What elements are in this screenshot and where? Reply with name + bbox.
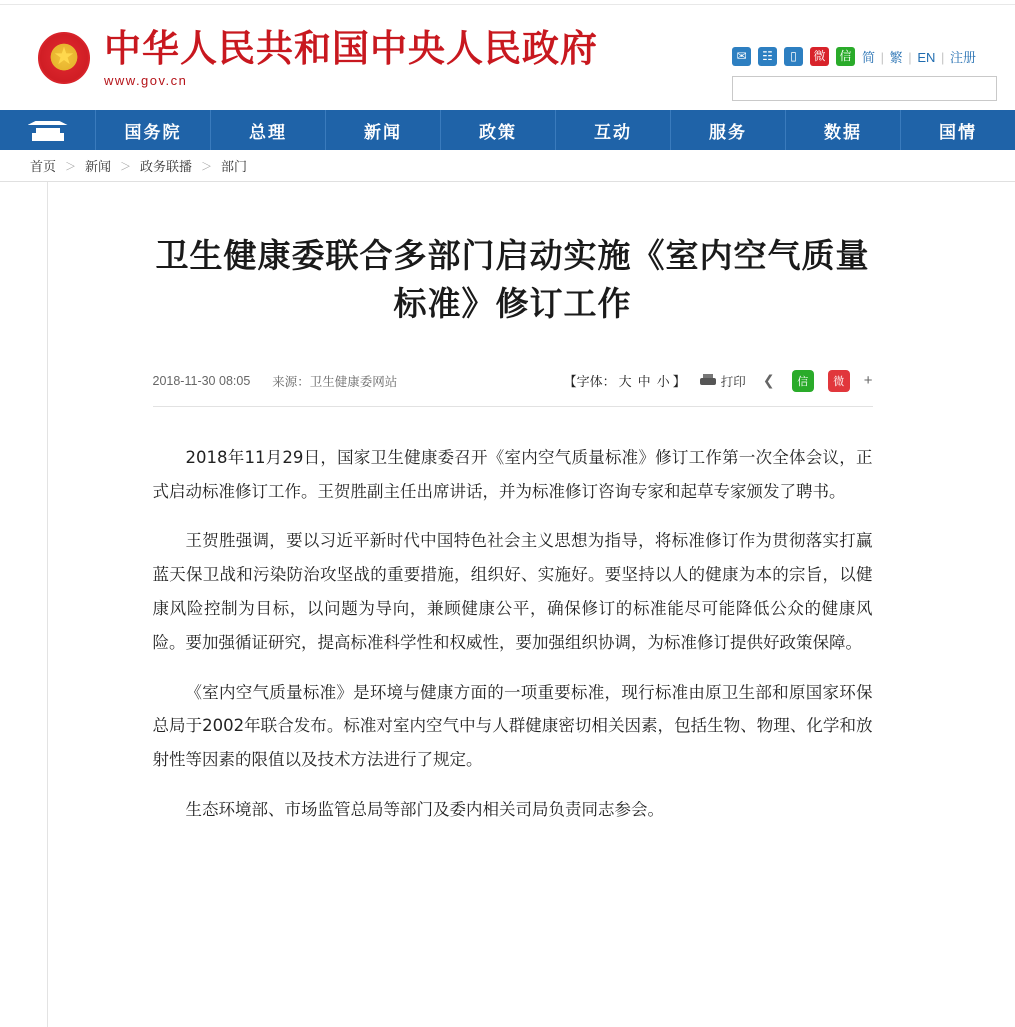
nav-item-zhengce[interactable]: 政策 <box>441 110 556 150</box>
main-nav <box>0 110 1015 150</box>
print-label: 打印 <box>720 374 746 389</box>
weibo-icon[interactable]: 微 <box>810 47 829 66</box>
more-share-icon[interactable]: + <box>863 372 873 390</box>
search-input[interactable] <box>733 77 996 100</box>
weibo-share-icon[interactable]: 微 <box>828 370 850 392</box>
site-identity[interactable] <box>104 27 598 89</box>
article-title: 卫生健康委联合多部门启动实施《室内空气质量标准》修订工作 <box>155 236 870 323</box>
search-box[interactable] <box>732 76 997 101</box>
article-body <box>153 441 873 827</box>
wechat-share-icon[interactable]: 信 <box>792 370 814 392</box>
breadcrumb <box>0 150 1015 182</box>
article-date: 2018-11-30 08:05 <box>152 373 251 388</box>
nav-item-hudong[interactable]: 互动 <box>556 110 671 150</box>
left-divider <box>47 182 48 1027</box>
font-size-label-end: 】 <box>672 374 686 390</box>
lang-sep-2: | <box>908 49 912 65</box>
article-meta-right <box>564 370 873 392</box>
lang-simplified[interactable]: 简 <box>862 49 876 65</box>
article-source-label: 来源： <box>272 374 310 389</box>
lang-english[interactable]: EN <box>917 49 936 65</box>
font-size-medium[interactable]: 中 <box>637 374 651 390</box>
nav-item-fuwu[interactable]: 服务 <box>671 110 786 150</box>
nav-item-shuju[interactable]: 数据 <box>786 110 901 150</box>
tiananmen-home-icon <box>28 119 68 141</box>
mobile-icon[interactable]: ▯ <box>784 47 803 66</box>
article-source-value[interactable]: 卫生健康委网站 <box>309 374 398 389</box>
breadcrumb-separator: ＞ <box>120 160 132 173</box>
site-url: www.gov.cn <box>104 73 188 89</box>
breadcrumb-separator: ＞ <box>65 160 77 173</box>
nav-item-xinwen[interactable]: 新闻 <box>326 110 441 150</box>
lang-traditional[interactable]: 繁 <box>889 49 903 65</box>
printer-icon <box>700 374 716 387</box>
nav-item-zongli[interactable]: 总理 <box>211 110 326 150</box>
national-emblem-icon <box>38 32 90 84</box>
font-size-large[interactable]: 大 <box>618 374 632 390</box>
mail-icon[interactable]: ✉ <box>732 47 751 66</box>
article-source <box>272 372 397 390</box>
font-size-control <box>564 371 686 390</box>
breadcrumb-item-bumen[interactable]: 部门 <box>221 159 248 174</box>
nav-home-button[interactable] <box>0 110 96 150</box>
breadcrumb-item-zhengwulianbo[interactable]: 政务联播 <box>140 159 193 174</box>
header-icon-row <box>732 45 997 67</box>
breadcrumb-item-home[interactable]: 首页 <box>30 159 57 174</box>
message-icon[interactable]: ☷ <box>758 47 777 66</box>
article <box>108 232 908 827</box>
font-size-small[interactable]: 小 <box>656 374 670 390</box>
register-link[interactable]: 注册 <box>950 49 977 65</box>
wechat-icon[interactable]: 信 <box>836 47 855 66</box>
article-paragraph: 王贺胜强调，要以习近平新时代中国特色社会主义思想为指导，将标准修订作为贯彻落实打赢蓝天保卫战和污染防治攻坚战的重要措施，组织好、实施好。要坚持以人的健康为本的宗旨，以健康风险控制为目标，以问题为导向，兼顾健康公平，确保修订的标准能尽可能降低公众的健康风险。要加强循证研究，提高标准科学性和权威性，要加强组织协调，为标准修订提供好政策保障。 <box>152 531 873 652</box>
article-paragraph: 《室内空气质量标准》是环境与健康方面的一项重要标准，现行标准由原卫生部和原国家环保总局于2002年联合发布。标准对室内空气中与人群健康密切相关因素，包括生物、物理、化学和放射性等因素的限值以及技术方法进行了规定。 <box>152 682 873 770</box>
lang-sep-3: | <box>941 49 945 65</box>
font-size-label: 【字体： <box>563 374 616 390</box>
nav-item-guoqing[interactable]: 国情 <box>939 122 977 142</box>
share-icon[interactable]: ❮ <box>762 372 775 389</box>
header-utilities <box>732 45 997 101</box>
article-meta <box>153 370 873 407</box>
content-wrapper <box>0 182 1015 827</box>
site-header <box>0 5 1015 110</box>
article-paragraph: 生态环境部、市场监管总局等部门及委内相关司局负责同志参会。 <box>185 800 664 819</box>
nav-item-guowuyuan[interactable]: 国务院 <box>96 110 211 150</box>
print-button[interactable] <box>700 372 746 390</box>
lang-links <box>862 47 976 66</box>
breadcrumb-item-news[interactable]: 新闻 <box>85 159 112 174</box>
site-title: 中华人民共和国中央人民政府 <box>104 25 598 70</box>
article-meta-left <box>153 372 398 390</box>
breadcrumb-separator: ＞ <box>201 160 213 173</box>
lang-sep-1: | <box>880 49 885 65</box>
article-paragraph: 2018年11月29日，国家卫生健康委召开《室内空气质量标准》修订工作第一次全体会议，正式启动标准修订工作。王贺胜副主任出席讲话，并为标准修订咨询专家和起草专家颁发了聘书。 <box>152 447 873 501</box>
